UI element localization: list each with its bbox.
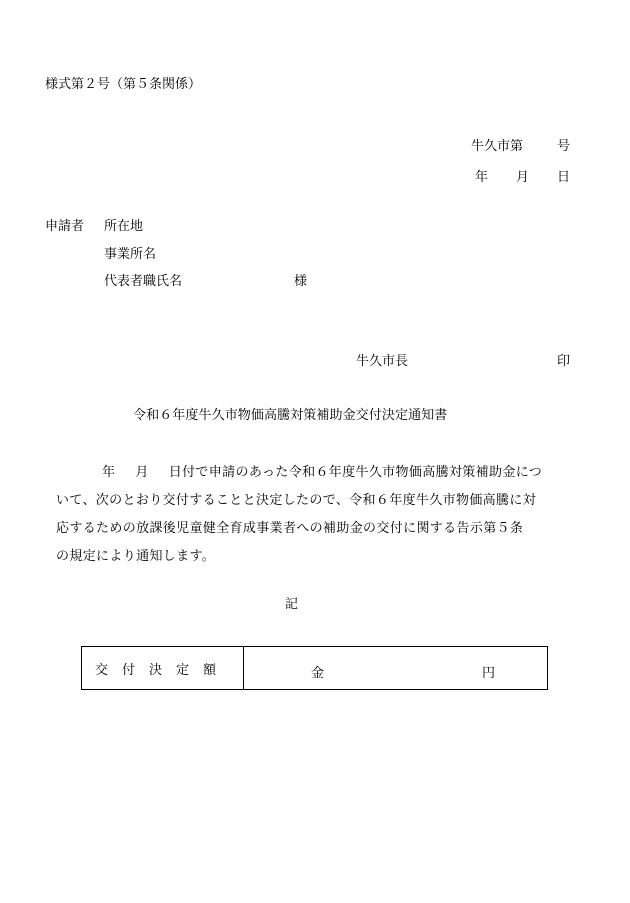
amount-label: 交付決定額 — [82, 647, 244, 690]
amount-value — [244, 647, 548, 690]
amount-row — [82, 647, 548, 690]
amount-prefix: 金 — [311, 666, 325, 681]
document-number-suffix: 号 — [556, 139, 570, 154]
date-month: 月 — [515, 170, 529, 185]
date-day: 日 — [556, 170, 570, 185]
representative-label: 代表者職氏名 — [104, 274, 183, 289]
amount-unit: 円 — [482, 666, 496, 681]
issue-date — [475, 171, 570, 184]
body-year: 年 — [102, 465, 116, 480]
notice-body — [56, 459, 576, 571]
body-month: 月 — [135, 465, 149, 480]
form-number: 様式第２号（第５条関係） — [45, 77, 202, 92]
address-label: 所在地 — [104, 219, 144, 234]
body-line-1 — [56, 459, 576, 487]
honorific: 様 — [294, 274, 308, 289]
body-line-3: 応するための放課後児童健全育成事業者への補助金の交付に関する告示第５条 — [56, 521, 524, 536]
issuer-name: 牛久市長 — [356, 354, 409, 369]
body-line-1-rest: 日付で申請のあった令和６年度牛久市物価高騰対策補助金につ — [168, 465, 543, 480]
amount-table — [81, 646, 548, 690]
note-mark: 記 — [285, 597, 299, 612]
body-line-4: の規定により通知します。 — [56, 549, 216, 564]
date-year: 年 — [474, 170, 488, 185]
body-line-2: いて、次のとおり交付することと決定したので、令和６年度牛久市物価高騰に対 — [56, 493, 537, 508]
document-number — [471, 140, 570, 153]
seal-mark: 印 — [556, 354, 570, 369]
office-name-label: 事業所名 — [104, 247, 157, 262]
applicant-title: 申請者 — [45, 219, 85, 234]
document-title: 令和６年度牛久市物価高騰対策補助金交付決定通知書 — [133, 408, 448, 423]
document-number-prefix: 牛久市第 — [470, 139, 523, 154]
